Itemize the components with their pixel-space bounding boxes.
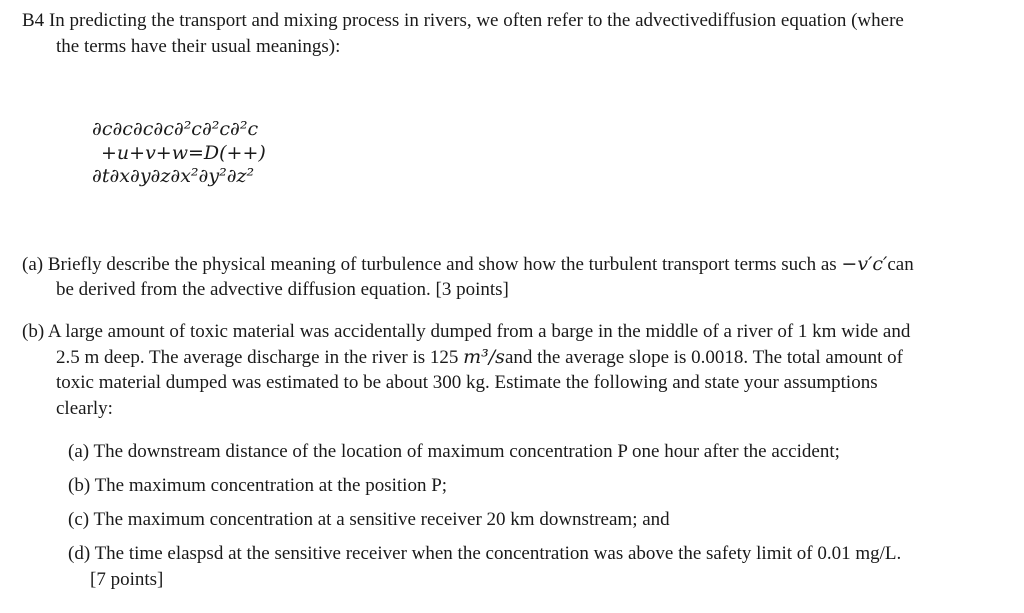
part-b-text: A large amount of toxic material was accidentally dumped from a barge in the middle of a river of 1 km wide and — [47, 321, 911, 342]
subpart-text: The time elaspsd at the sensitive receiver when the concentration was above the safety limit of 0.01 mg/L. — [94, 543, 902, 564]
part-b-line1 — [22, 320, 910, 344]
subpart-text: The maximum concentration at the position P; — [94, 475, 448, 496]
subpart-label: (d) — [68, 543, 91, 564]
part-b-label: (b) — [22, 321, 45, 342]
question-intro-line2: the terms have their usual meanings): — [56, 36, 341, 57]
discharge-unit: m³/s — [463, 346, 505, 368]
subpart-b — [68, 474, 447, 498]
part-b-line2-post: and the average slope is 0.0018. The total amount of — [504, 347, 903, 368]
part-a-label: (a) — [22, 254, 44, 275]
question-intro-line1 — [22, 9, 904, 33]
part-b-line2 — [56, 345, 903, 370]
part-a-line1 — [22, 252, 914, 277]
part-a-line2: be derived from the advective diffusion equation. [3 points] — [56, 279, 509, 300]
part-a-text: Briefly describe the physical meaning of turbulence and show how the turbulent transport terms such as — [47, 254, 837, 275]
subpart-text: The downstream distance of the location of maximum concentration P one hour after the accident; — [93, 441, 840, 462]
part-b-line2-pre: 2.5 m deep. The average discharge in the river is 125 — [56, 347, 459, 368]
subpart-a — [68, 440, 840, 464]
part-a-tail: can — [887, 254, 914, 275]
equation-numerators: ∂c∂c∂c∂c∂²c∂²c∂²c — [92, 118, 259, 140]
subpart-d — [68, 542, 901, 566]
subpart-label: (a) — [68, 441, 90, 462]
subpart-label: (c) — [68, 509, 90, 530]
turbulent-term: −v′c′ — [841, 253, 888, 275]
question-number: B4 — [22, 10, 45, 31]
part-b-points: [7 points] — [90, 569, 164, 590]
part-b-line4: clearly: — [56, 398, 113, 419]
part-b-line3: toxic material dumped was estimated to be about 300 kg. Estimate the following and state your assumptions — [56, 372, 878, 393]
question-intro-text: In predicting the transport and mixing process in rivers, we often refer to the advectivediffusion equation (where — [48, 10, 904, 31]
subpart-label: (b) — [68, 475, 91, 496]
subpart-c — [68, 508, 670, 532]
equation-denominators: ∂t∂x∂y∂z∂x²∂y²∂z² — [92, 165, 255, 187]
equation-operators: +u+v+w=D(++) — [101, 142, 266, 164]
subpart-text: The maximum concentration at a sensitive receiver 20 km downstream; and — [93, 509, 670, 530]
